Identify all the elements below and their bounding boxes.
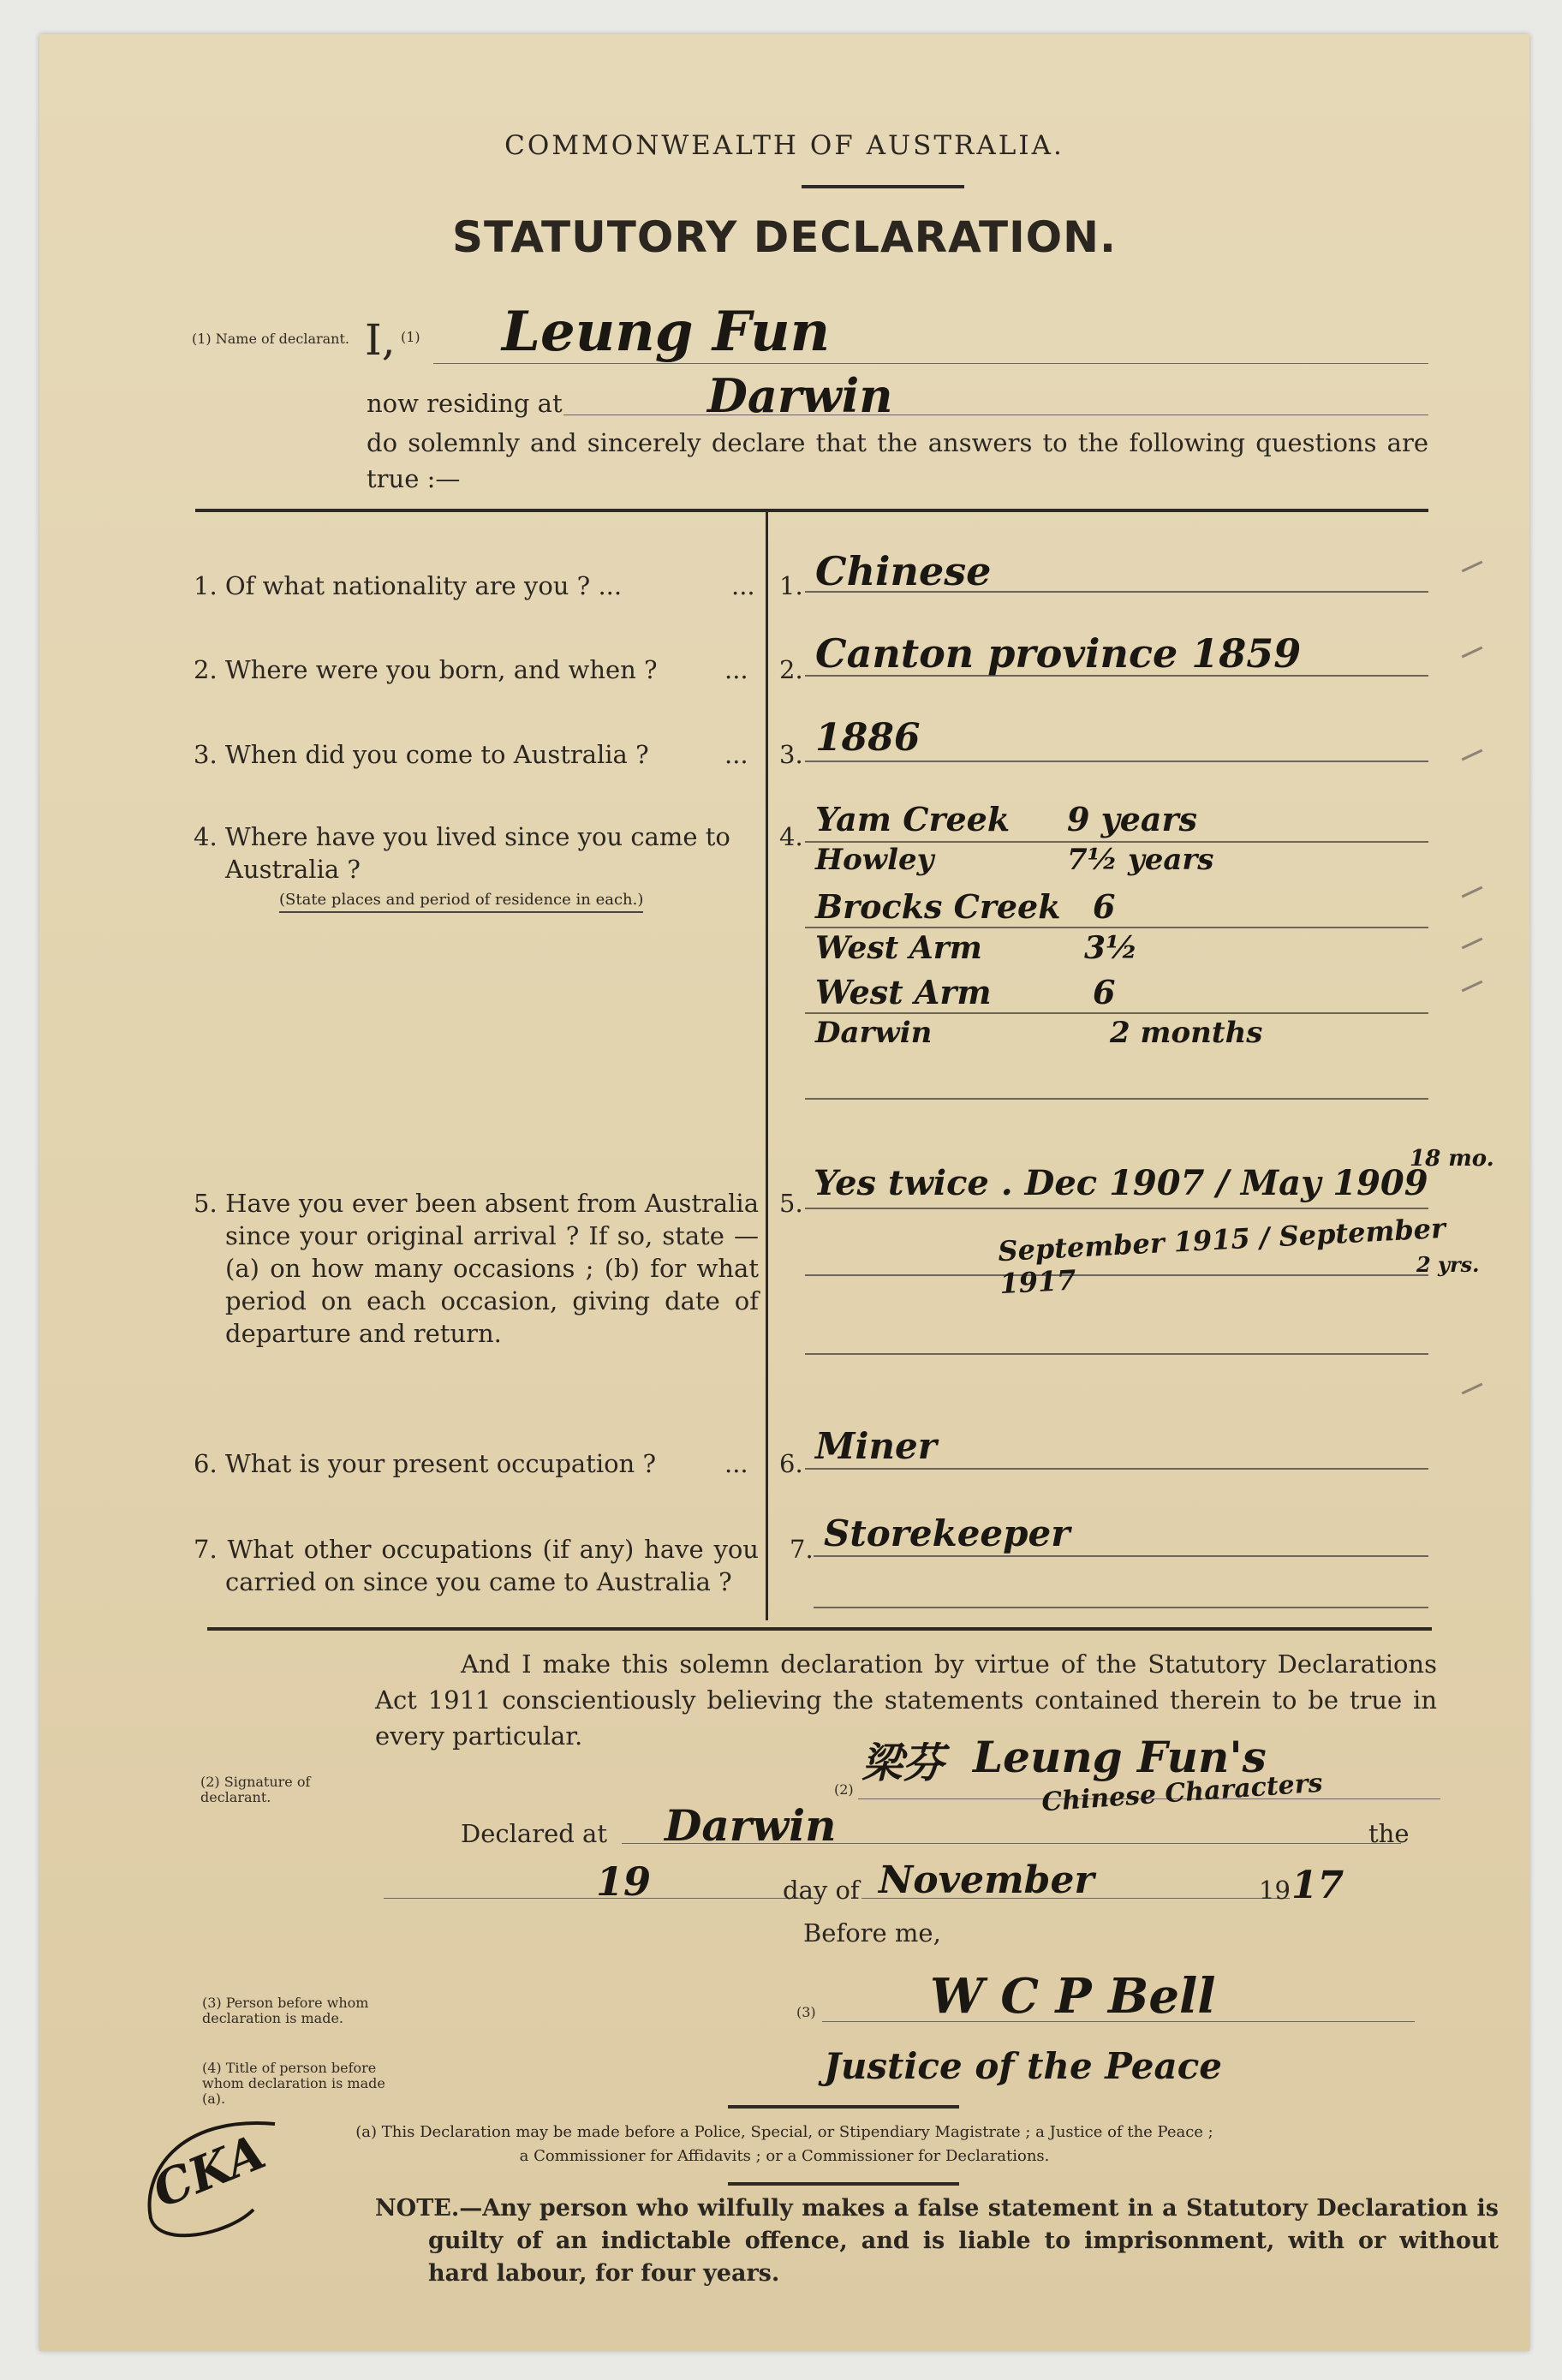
signature-mark: (2): [834, 1781, 854, 1798]
before-me-label: Before me,: [803, 1918, 941, 1948]
answer-1-number: 1.: [779, 571, 803, 600]
question-1-dots: ...: [731, 571, 755, 600]
title-value: Justice of the Peace: [824, 2045, 1222, 2087]
question-1: 1. Of what nationality are you ? ...: [194, 571, 623, 600]
answer-7: Storekeeper: [824, 1512, 1070, 1554]
declarant-signature: Leung Fun's: [973, 1732, 1267, 1782]
legal-note: NOTE.—Any person who wilfully makes a false statement in a Statutory Declaration is guilty of an indictable offence, and is liable to imprisonment, with or without hard labour, for four years.: [375, 2195, 1499, 2287]
answer-5-number: 5.: [779, 1189, 803, 1218]
year-prefix: 19: [1259, 1876, 1291, 1905]
answer-5-extra-1: 18 mo.: [1410, 1146, 1494, 1172]
signature-note: Chinese Characters: [1040, 1768, 1324, 1818]
pencil-tick: [1462, 1383, 1483, 1395]
residence-1-period: 9 years: [1067, 800, 1197, 838]
declared-at-value: Darwin: [665, 1800, 837, 1851]
residence-5-period: 6: [1093, 973, 1116, 1011]
declare-text: do solemnly and sincerely declare that the answers to the following questions are true :—: [367, 428, 1428, 493]
the-label: the: [1368, 1819, 1410, 1848]
pencil-tick: [1462, 981, 1483, 993]
title-margin-note: (4) Title of person before whom declaration is made (a).: [202, 2060, 385, 2107]
questions-top-rule: [195, 509, 1428, 512]
residence-5-place: West Arm: [815, 973, 992, 1011]
question-2-dots: ...: [724, 655, 748, 684]
question-6-dots: ...: [724, 1449, 748, 1478]
residing-label: now residing at: [367, 389, 563, 418]
answer-4-line-4: [805, 1098, 1428, 1100]
residence-1-place: Yam Creek: [815, 800, 1011, 838]
header-rule: [802, 185, 964, 188]
person-mark: (3): [796, 2004, 816, 2020]
question-2: 2. Where were you born, and when ?: [194, 655, 658, 684]
residence-4-period: 3½: [1084, 930, 1138, 966]
answer-3-number: 3.: [779, 740, 803, 769]
residence-3-period: 6: [1093, 887, 1116, 926]
signature-chinese: 梁芬: [861, 1739, 945, 1787]
answer-5-line-3: [805, 1353, 1428, 1355]
questions-bottom-rule: [207, 1627, 1432, 1631]
pencil-tick: [1462, 647, 1483, 659]
person-signature: W C P Bell: [930, 1968, 1216, 2025]
declarant-name: Leung Fun: [502, 300, 831, 364]
question-7: [194, 1533, 759, 1598]
page-title: STATUTORY DECLARATION.: [451, 212, 1118, 262]
question-4-note: (State places and period of residence in each.): [279, 891, 643, 913]
column-divider: [766, 512, 768, 1620]
answer-3-line: [805, 761, 1428, 762]
answer-5-line-1: [805, 1208, 1428, 1209]
question-4-text: 4. Where have you lived since you came to Australia ?: [194, 822, 730, 884]
answer-7-line-1: [814, 1555, 1428, 1557]
question-3-dots: ...: [724, 740, 748, 769]
day-of-label: day of: [783, 1876, 860, 1905]
signature-margin-note: (2) Signature of declarant.: [200, 1774, 311, 1805]
pencil-tick: [1462, 749, 1483, 761]
question-4: [194, 820, 776, 886]
declarant-pronoun: I,: [365, 315, 396, 365]
name-footnote-mark: (1): [401, 329, 420, 345]
question-7-text: 7. What other occupations (if any) have you carried on since you came to Australia ?: [194, 1535, 759, 1596]
question-5-text: 5. Have you ever been absent from Australia since your original arrival ? If so, state —(a) on how many occasions ; (b) for what period on each occasion, giving date of departure and return.: [194, 1189, 759, 1348]
answer-3: 1886: [815, 716, 921, 760]
answer-4-number: 4.: [779, 822, 803, 851]
question-5: [194, 1187, 759, 1350]
country-heading: COMMONWEALTH OF AUSTRALIA.: [504, 130, 1064, 161]
answer-7-line-2: [814, 1607, 1428, 1608]
answer-2: Canton province 1859: [815, 630, 1302, 677]
answer-6-number: 6.: [779, 1449, 803, 1478]
pencil-tick: [1462, 561, 1483, 573]
question-3: 3. When did you come to Australia ?: [194, 740, 649, 769]
declaration-text: And I make this solemn declaration by virtue of the Statutory Declarations Act 1911 conscientiously believing the statements contained therein to be true in every particular.: [375, 1649, 1437, 1751]
answer-4-line-3: [805, 1012, 1428, 1014]
answer-5-line-1-text: Yes twice . Dec 1907 / May 1909: [814, 1163, 1428, 1203]
answer-1: Chinese: [815, 548, 992, 594]
residence-6-place: Darwin: [815, 1016, 933, 1050]
answer-5-extra-2: 2 yrs.: [1416, 1252, 1480, 1277]
declaration-form: [39, 34, 1529, 2351]
declared-month: November: [879, 1858, 1094, 1902]
residence-2-place: Howley: [815, 843, 934, 877]
answer-6-line: [805, 1468, 1428, 1470]
residence-2-period: 7½ years: [1067, 843, 1214, 877]
residence-value: Darwin: [707, 368, 893, 423]
answer-5-line-2-text: September 1915 / September 1917: [997, 1211, 1446, 1301]
pencil-tick: [1462, 886, 1483, 898]
cka-stamp: CKA: [145, 2123, 273, 2220]
residence-6-period: 2 months: [1110, 1016, 1263, 1050]
declared-day: 19: [596, 1858, 652, 1905]
answer-2-number: 2.: [779, 655, 803, 684]
residence-4-place: West Arm: [815, 930, 982, 966]
footnote-top-rule: [728, 2105, 959, 2109]
answer-6: Miner: [815, 1425, 937, 1467]
answer-7-number: 7.: [790, 1535, 814, 1564]
residence-3-place: Brocks Creek: [815, 887, 1061, 926]
person-margin-note: (3) Person before whom declaration is made.: [202, 1995, 369, 2026]
pencil-tick: [1462, 938, 1483, 950]
footnote-line-2: a Commissioner for Affidavits ; or a Commissioner for Declarations.: [519, 2147, 1050, 2165]
answer-4-line-2: [805, 927, 1428, 928]
question-6: 6. What is your present occupation ?: [194, 1449, 656, 1478]
declared-at-label: Declared at: [461, 1819, 607, 1848]
name-margin-note: (1) Name of declarant.: [192, 331, 349, 347]
footnote-line-1: (a) This Declaration may be made before a Police, Special, or Stipendiary Magistrate ; a Justice of the Peace ;: [355, 2123, 1213, 2141]
footnote-bottom-rule: [728, 2182, 959, 2186]
year-suffix: 17: [1291, 1864, 1344, 1907]
